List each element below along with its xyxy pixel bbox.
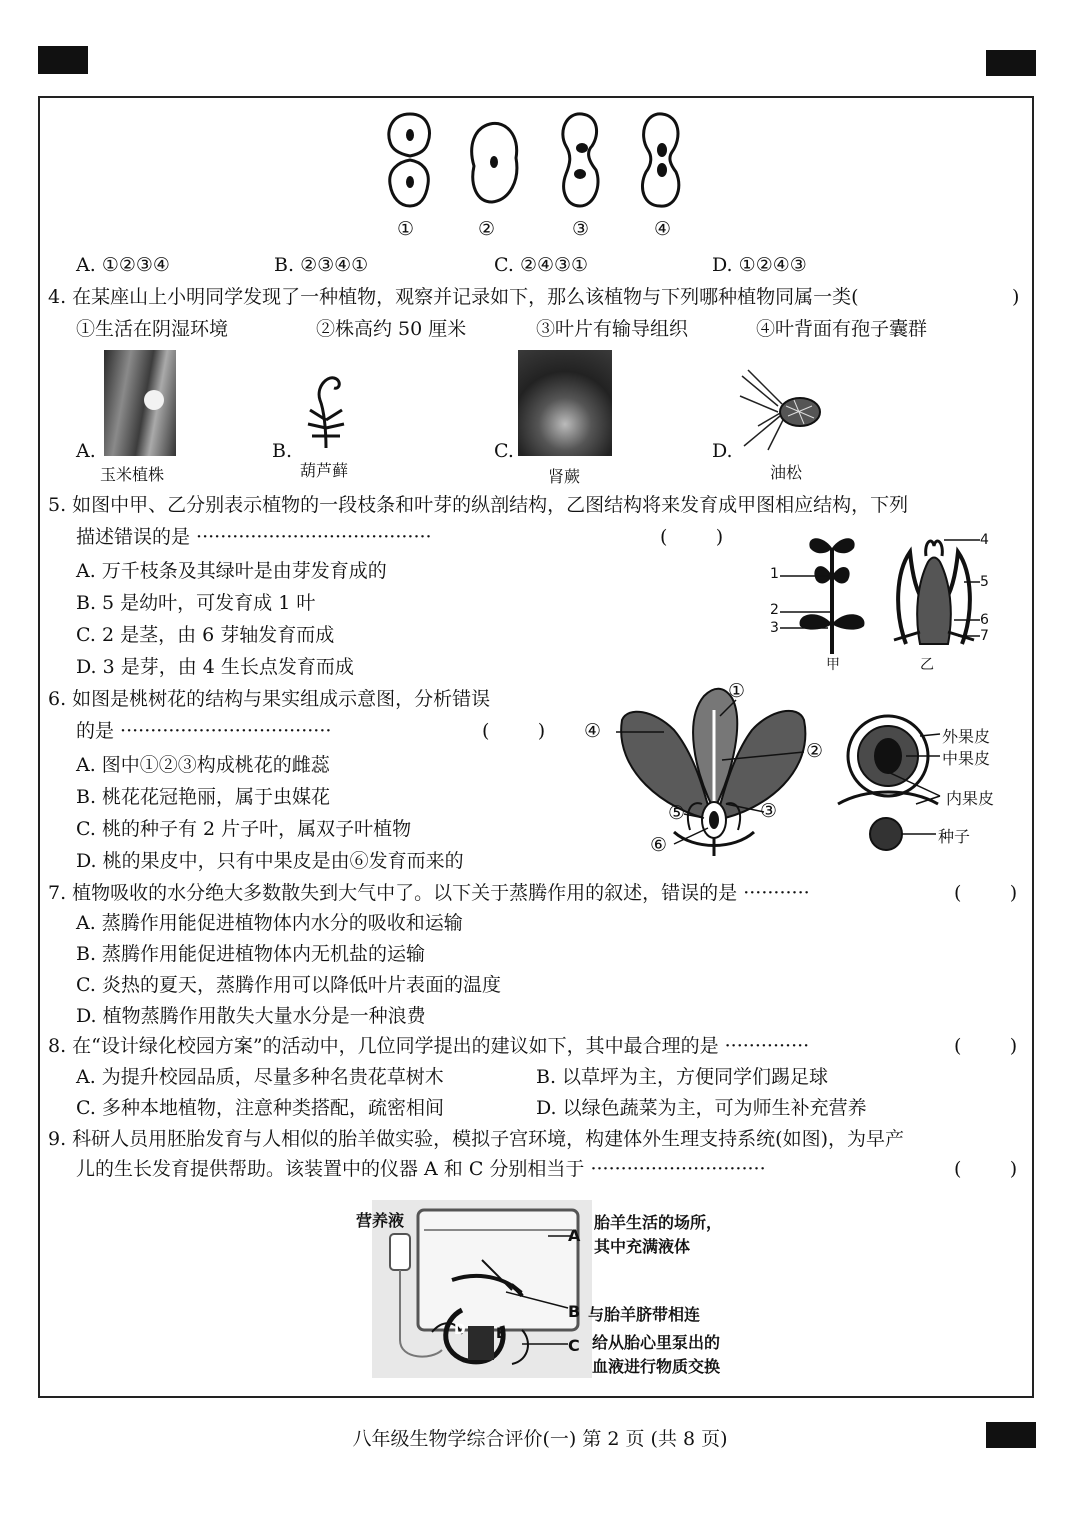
branch-label-3: 3 — [770, 620, 779, 636]
fruit-label-middle-peel: 中果皮 — [942, 749, 991, 768]
cell-4-nucleus-top — [657, 143, 667, 157]
cell-4 — [642, 114, 678, 206]
nutrient-solution-label: 营养液 — [356, 1211, 405, 1230]
corn-plant-photo — [104, 350, 176, 456]
artificial-womb-figure — [372, 1200, 592, 1378]
q4-option-c-caption: 肾蕨 — [548, 467, 581, 486]
q7-option-a[interactable]: A. 蒸腾作用能促进植物体内水分的吸收和运输 — [76, 912, 463, 934]
q5-answer-paren[interactable]: ( ) — [660, 526, 724, 548]
q4-option-c-letter[interactable]: C. — [494, 440, 514, 462]
peach-flower-figure — [604, 680, 834, 856]
page-footer: 八年级生物学综合评价(一) 第 2 页 (共 8 页) — [352, 1428, 728, 1450]
cell-1-nucleus-bottom — [406, 176, 414, 188]
q5-option-d[interactable]: D. 3 是芽，由 4 生长点发育而成 — [76, 656, 354, 678]
q8-option-d[interactable]: D. 以绿色蔬菜为主，可为师生补充营养 — [536, 1097, 867, 1119]
q8-option-a[interactable]: A. 为提升校园品质，尽量多种名贵花草树木 — [76, 1066, 444, 1088]
q3-option-c[interactable]: C. ②④③① — [494, 254, 589, 276]
q5-stem-line2: 描述错误的是 ······································· — [76, 526, 432, 548]
q6-option-b[interactable]: B. 桃花花冠艳丽，属于虫媒花 — [76, 786, 331, 808]
q3-option-b[interactable]: B. ②③④① — [274, 254, 369, 276]
cell-2-nucleus — [490, 156, 498, 168]
q4-option-d-letter[interactable]: D. — [712, 440, 733, 462]
cell-label-2: ② — [478, 218, 496, 240]
bud-label-4: 4 — [980, 532, 989, 548]
q5-option-b[interactable]: B. 5 是幼叶，可发育成 1 叶 — [76, 592, 316, 614]
branch-figure — [770, 528, 880, 654]
fruit-label-outer-peel: 外果皮 — [942, 727, 991, 746]
q4-feature-2: ②株高约 50 厘米 — [316, 318, 467, 340]
q6-option-d[interactable]: D. 桃的果皮中，只有中果皮是由⑥发育而来的 — [76, 850, 464, 872]
fruit-label-inner-peel: 内果皮 — [946, 789, 995, 808]
registration-mark-top-right — [986, 50, 1036, 76]
branch-caption: 甲 — [826, 657, 840, 673]
note-c-line1: 给从胎心里泵出的 — [592, 1333, 721, 1352]
q6-option-a[interactable]: A. 图中①②③构成桃花的雌蕊 — [76, 754, 330, 776]
q8-stem: 8. 在“设计绿化校园方案”的活动中，几位同学提出的建议如下，其中最合理的是 ·············· — [48, 1035, 810, 1057]
q4-option-b-letter[interactable]: B. — [272, 440, 293, 462]
bud-label-6: 6 — [980, 612, 989, 628]
cell-3 — [563, 114, 598, 206]
q4-feature-4: ④叶背面有孢子囊群 — [756, 318, 928, 340]
q3-option-a[interactable]: A. ①②③④ — [76, 254, 170, 276]
q3-option-d[interactable]: D. ①②④③ — [712, 254, 807, 276]
q4-option-a-letter[interactable]: A. — [76, 440, 96, 462]
q6-answer-paren[interactable]: ( ) — [482, 720, 546, 742]
q5-option-a[interactable]: A. 万千枝条及其绿叶是由芽发育成的 — [76, 560, 387, 582]
bud-label-7: 7 — [980, 628, 989, 644]
branch-label-2: 2 — [770, 602, 779, 618]
apparatus-letter-c: C — [568, 1336, 580, 1355]
bud-label-5: 5 — [980, 574, 989, 590]
cell-label-1: ① — [397, 218, 415, 240]
q4-option-b-caption: 葫芦藓 — [300, 461, 349, 480]
apparatus-letter-a: A — [568, 1226, 581, 1245]
peach-fruit-figure — [836, 712, 946, 862]
q4-option-a-caption: 玉米植株 — [100, 465, 165, 484]
cell-3-nucleus-top — [576, 143, 588, 153]
flower-label-3: ③ — [760, 800, 778, 822]
branch-label-1: 1 — [770, 566, 779, 582]
q6-stem-line1: 6. 如图是桃树花的结构与果实组成示意图，分析错误 — [48, 688, 491, 710]
cell-3-nucleus-bottom — [574, 169, 586, 179]
cell-4-nucleus-bottom — [657, 163, 667, 177]
q4-option-d-caption: 油松 — [770, 463, 803, 482]
apparatus-letter-e: E — [496, 1326, 506, 1342]
q9-stem-line1: 9. 科研人员用胚胎发育与人相似的胎羊做实验，模拟子宫环境，构建体外生理支持系统(如图)，为早产 — [48, 1128, 904, 1150]
fern-photo — [518, 350, 612, 456]
pine-drawing — [738, 366, 822, 456]
q7-answer-paren[interactable]: ( ) — [954, 882, 1018, 904]
fruit-label-seed: 种子 — [938, 827, 971, 846]
note-c-line2: 血液进行物质交换 — [592, 1357, 721, 1376]
flower-label-6: ⑥ — [650, 834, 668, 856]
q4-feature-3: ③叶片有输导组织 — [536, 318, 689, 340]
registration-mark-top-left — [38, 46, 88, 74]
note-b: 与胎羊脐带相连 — [588, 1305, 701, 1324]
q8-option-b[interactable]: B. 以草坪为主，方便同学们踢足球 — [536, 1066, 829, 1088]
apparatus-letter-b: B — [568, 1302, 581, 1321]
q4-paren-close: ) — [1012, 286, 1020, 308]
flower-label-5: ⑤ — [668, 802, 686, 824]
q5-stem-line1: 5. 如图中甲、乙分别表示植物的一段枝条和叶芽的纵剖结构，乙图结构将来发育成甲图相应结构，下列 — [48, 494, 909, 516]
flower-label-2: ② — [806, 740, 824, 762]
flower-label-4: ④ — [584, 720, 602, 742]
cell-label-3: ③ — [572, 218, 590, 240]
q8-option-c[interactable]: C. 多种本地植物，注意种类搭配，疏密相间 — [76, 1097, 444, 1119]
q9-answer-paren[interactable]: ( ) — [954, 1158, 1018, 1180]
q5-option-c[interactable]: C. 2 是茎，由 6 芽轴发育而成 — [76, 624, 335, 646]
moss-drawing — [296, 370, 356, 450]
apparatus-letter-d: D — [454, 1322, 466, 1338]
q9-stem-line2: 儿的生长发育提供帮助。该装置中的仪器 A 和 C 分别相当于 ····························· — [76, 1158, 766, 1180]
note-a-line1: 胎羊生活的场所， — [594, 1213, 723, 1232]
q7-option-c[interactable]: C. 炎热的夏天，蒸腾作用可以降低叶片表面的温度 — [76, 974, 501, 996]
q4-feature-1: ①生活在阴湿环境 — [76, 318, 229, 340]
q7-option-d[interactable]: D. 植物蒸腾作用散失大量水分是一种浪费 — [76, 1005, 426, 1027]
bud-figure — [884, 532, 984, 652]
cell-1-nucleus-top — [406, 129, 414, 141]
cell-division-figure — [370, 106, 700, 226]
cell-label-4: ④ — [654, 218, 672, 240]
q7-option-b[interactable]: B. 蒸腾作用能促进植物体内无机盐的运输 — [76, 943, 426, 965]
q4-stem: 4. 在某座山上小明同学发现了一种植物，观察并记录如下，那么该植物与下列哪种植物同属一类( — [48, 286, 859, 308]
q6-stem-line2: 的是 ··································· — [76, 720, 332, 742]
q7-stem: 7. 植物吸收的水分绝大多数散失到大气中了。以下关于蒸腾作用的叙述，错误的是 ··········· — [48, 882, 810, 904]
q6-option-c[interactable]: C. 桃的种子有 2 片子叶，属双子叶植物 — [76, 818, 412, 840]
flower-label-1: ① — [728, 680, 746, 702]
bud-caption: 乙 — [920, 657, 934, 673]
q8-answer-paren[interactable]: ( ) — [954, 1035, 1018, 1057]
note-a-line2: 其中充满液体 — [594, 1237, 691, 1256]
